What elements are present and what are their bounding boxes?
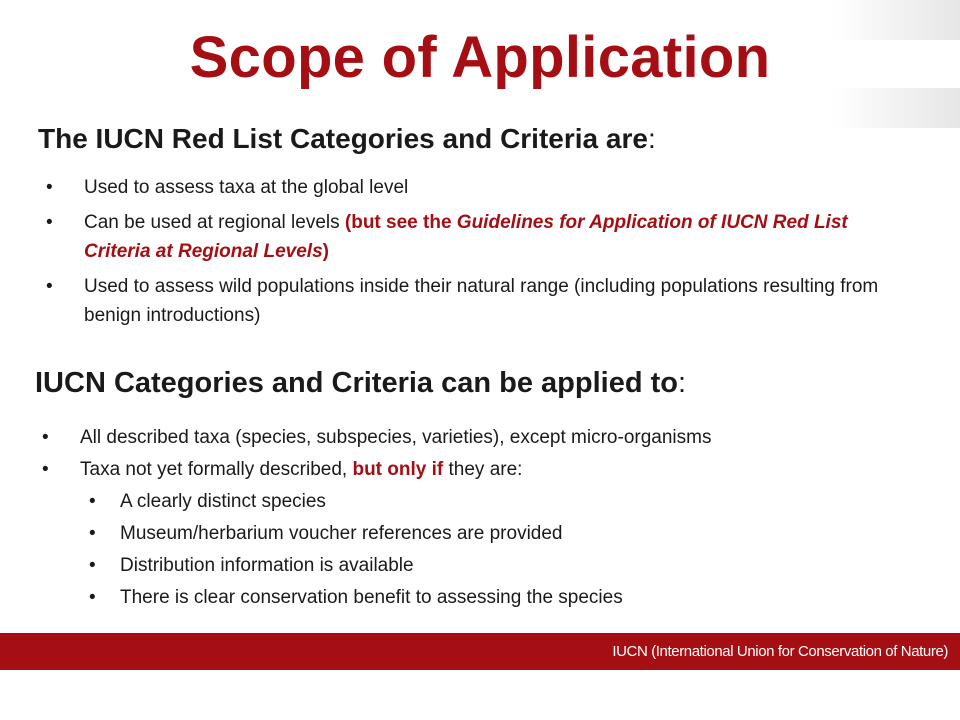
sub-list-item-text: A clearly distinct species bbox=[120, 491, 326, 512]
red-note-close: ) bbox=[322, 241, 329, 262]
guidelines-title: Guidelines for Application of IUCN Red List Criteria at Regional Levels bbox=[84, 212, 848, 262]
sub-list-item bbox=[42, 583, 922, 612]
sub-list-item-text: There is clear conservation benefit to assessing the species bbox=[120, 587, 623, 608]
sub-list-item bbox=[42, 487, 922, 516]
list-item-text: they are: bbox=[443, 459, 523, 480]
list-item bbox=[42, 455, 922, 484]
list-item-text: Used to assess taxa at the global level bbox=[84, 177, 409, 198]
sub-list-item-text: Distribution information is available bbox=[120, 555, 414, 576]
section2-heading-text: IUCN Categories and Criteria can be applied to bbox=[35, 367, 678, 399]
list-item bbox=[46, 272, 906, 330]
section1-heading-text: The IUCN Red List Categories and Criteria are bbox=[38, 123, 648, 154]
footer-bar bbox=[0, 633, 960, 670]
red-note-open: (but see the bbox=[344, 212, 457, 233]
section1-heading bbox=[38, 123, 656, 155]
sub-list-item bbox=[42, 551, 922, 580]
section1-list bbox=[46, 173, 906, 336]
list-item bbox=[46, 208, 906, 266]
corner-decoration-mid bbox=[832, 88, 960, 128]
slide-title: Scope of Application bbox=[189, 25, 771, 90]
sub-list-item bbox=[42, 519, 922, 548]
list-item bbox=[42, 423, 922, 452]
section1-heading-colon: : bbox=[647, 123, 656, 154]
list-item-text: All described taxa (species, subspecies, varieties), except micro-organisms bbox=[80, 427, 712, 448]
list-item-text: Taxa not yet formally described, bbox=[80, 459, 353, 480]
list-item bbox=[46, 173, 906, 202]
list-item-text: Used to assess wild populations inside their natural range (including populations resulting from benign introductions) bbox=[84, 276, 879, 326]
section2-heading-colon: : bbox=[677, 367, 687, 399]
sub-list-item-text: Museum/herbarium voucher references are provided bbox=[120, 523, 563, 544]
section2-heading bbox=[35, 367, 686, 400]
list-item-text: Can be used at regional levels bbox=[84, 212, 345, 233]
emphasis-text: but only if bbox=[352, 459, 444, 480]
section2-list bbox=[42, 423, 922, 615]
footer-text: IUCN (International Union for Conservation of Nature) bbox=[612, 643, 948, 660]
